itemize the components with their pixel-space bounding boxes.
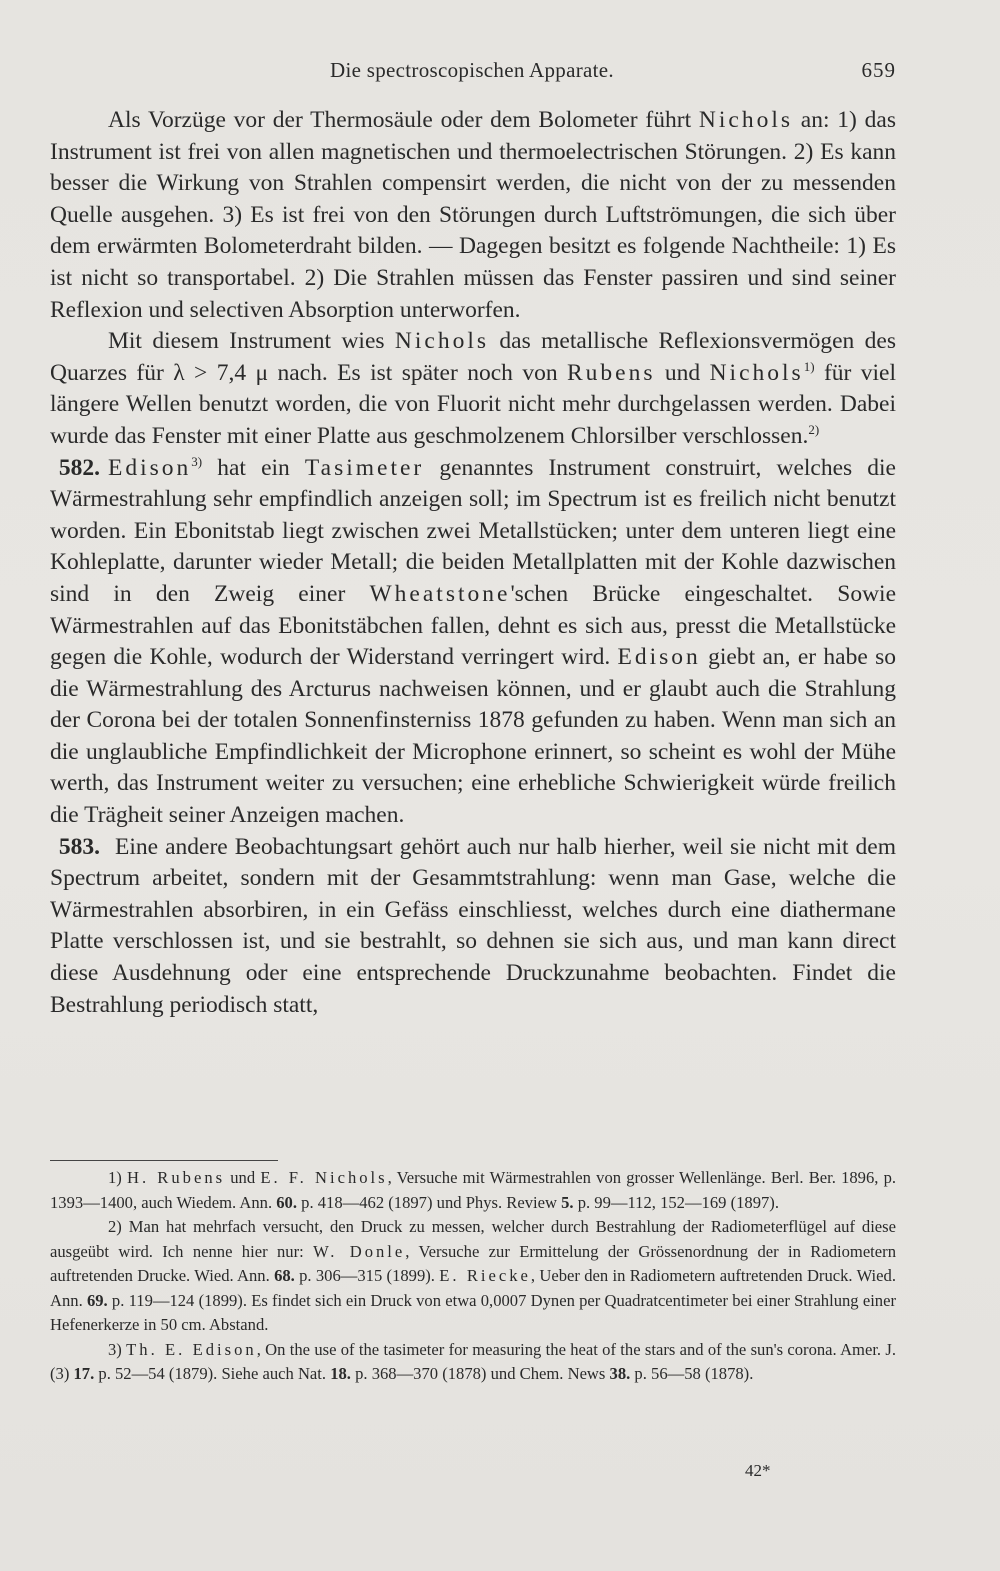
person-name: Rubens <box>566 359 656 386</box>
footnote-mark: 3) <box>108 1339 122 1359</box>
text-run: p. 52—54 (1879). Siehe auch Nat. <box>94 1364 331 1383</box>
text-run: Eine andere Beobachtungsart gehört auch nur halb hierher, weil sie nicht mit dem Spectrum arbeitet, sondern mit der Gesammtstrahlung: wenn man Gase, welche die Wärmestrahlen absorbiren, in ein Gefäss einschliesst, welches durch eine diathermane Platte verschlossen ist, und sie bestrahlt, so dehnen sie sich aus, und man kann direct diese Ausdehnung oder eine entsprechende Druckzunahme beobachten. Findet die Bestrahlung periodisch statt, <box>50 833 896 1018</box>
text-run: p. 418—462 (1897) und Phys. Review <box>297 1192 562 1212</box>
section-number: 583. <box>58 833 100 860</box>
text-run: Als Vorzüge vor der Thermosäule oder dem Bolometer führt <box>108 107 699 133</box>
footnote-separator <box>50 1160 278 1161</box>
footnote-mark: 2) <box>108 1217 122 1236</box>
text-run: und <box>225 1168 261 1187</box>
volume-number: 18. <box>330 1364 351 1383</box>
page-header <box>50 58 896 88</box>
section-583 <box>50 832 896 1022</box>
text-run: Man hat mehrfach versucht, den Druck zu messen, welcher durch Bestrahlung der Radiometerflügel auf diese ausgeübt wird. Ich nenne hier nur: <box>50 1217 896 1261</box>
text-run: p. 368—370 (1878) und Chem. News <box>350 1364 610 1383</box>
instrument-name: Tasimeter <box>304 454 425 481</box>
footnote-2 <box>50 1215 896 1338</box>
footnote-ref: 3) <box>191 453 203 469</box>
text-run: Mit diesem Instrument wies <box>108 328 395 355</box>
person-name: Wheatstone <box>369 580 511 607</box>
volume-number: 69. <box>86 1290 108 1310</box>
author-name: E. Riecke <box>439 1266 531 1285</box>
text-run: und <box>655 359 710 386</box>
section-582 <box>50 453 896 832</box>
text-run: das metallische Reflexionsvermögen des Quarzes für λ > 7,4 μ nach. Es ist später noch von <box>50 328 896 386</box>
volume-number: 68. <box>274 1266 295 1285</box>
text-run: , On the use of the tasimeter for measuring the heat of the stars and of the sun's corona. Amer. J. (3) <box>50 1339 896 1383</box>
person-name: Nichols <box>698 107 793 133</box>
footnote-mark: 1) <box>108 1168 122 1187</box>
text-run: p. 306—315 (1899). <box>294 1266 440 1285</box>
paragraph-nichols-reflexion <box>50 326 896 452</box>
text-run: , Ueber den in Radiometern auftretenden Druck. Wied. Ann. <box>50 1266 896 1310</box>
author-name: E. F. Nichols <box>260 1168 388 1187</box>
author-name: Th. E. Edison <box>126 1339 257 1359</box>
volume-number: 38. <box>609 1364 631 1383</box>
text-run: für viel längere Wellen benutzt worden, die von Fluorit nicht mehr durchgelassen werden. Dabei wurde das Fenster mit einer Platte aus geschmolzenem Chlorsilber verschlossen. <box>50 359 897 449</box>
text-run: p. 119—124 (1899). Es findet sich ein Druck von etwa 0,0007 Dynen per Quadratcentimeter bei einer Strahlung einer Hefenerkerze in 50 cm. Abstand. <box>50 1290 896 1334</box>
section-number: 582. <box>58 454 100 481</box>
text-run: p. 99—112, 152—169 (1897). <box>573 1192 779 1212</box>
text-run: 'schen Brücke eingeschaltet. Sowie Wärmestrahlen auf das Ebonitstäbchen fallen, dehnt es sich aus, presst die Metallstücke gegen die Kohle, wodurch der Widerstand verringert wird. <box>50 580 896 671</box>
author-name: H. Rubens <box>127 1168 226 1187</box>
footnote-ref: 2) <box>808 421 820 437</box>
volume-number: 17. <box>73 1364 95 1383</box>
person-name: Edison <box>108 454 192 481</box>
person-name: Edison <box>617 644 701 671</box>
footnotes <box>50 1166 896 1387</box>
text-run: an: 1) das Instrument ist frei von allen magnetischen und thermoelectrischen Störungen. 2) Es kann besser die Wirkung von Strahlen compensirt werden, die nicht von der zu messenden Quelle ausgehen. 3) Es ist frei von den Störungen durch Luftströmungen, die sich über dem erwärmten Bolometerdraht bilden. — Dagegen besitzt es folgende Nachtheile: 1) Es ist nicht so transportabel. 2) Die Strahlen müssen das Fenster passiren und sind seiner Reflexion und selectiven Absorption unterworfen. <box>50 107 896 323</box>
text-run: genanntes Instrument construirt, welches die Wärmestrahlung sehr empfindlich anzeigen soll; im Spectrum ist es freilich nicht benutzt worden. Ein Ebonitstab liegt zwischen zwei Metallstücken; unter dem unteren liegt eine Kohleplatte, darunter wieder Metall; die beiden Metallplatten mit der Kohle dazwischen sind in den Zweig einer <box>50 454 896 607</box>
text-run: , Versuche zur Ermittelung der Grössenordnung der in Radiometern auftretenden Drucke. Wied. Ann. <box>50 1241 896 1285</box>
text-run: , Versuche mit Wärmestrahlen von grosser Wellenlänge. Berl. Ber. 1896, p. 1393—1400, auch Wiedem. Ann. <box>50 1168 897 1212</box>
main-text <box>50 105 896 1021</box>
footnote-3 <box>50 1338 896 1387</box>
footnote-ref: 1) <box>803 358 815 374</box>
text-run: giebt an, er habe so die Wärmestrahlung des Arcturus nachweisen können, und er glaubt auch die Strahlung der Corona bei der totalen Sonnenfinsterniss 1878 gefunden zu haben. Wenn man sich an die unglaubliche Empfindlichkeit der Microphone erinnert, so scheint es wohl der Mühe werth, das Instrument weiter zu versuchen; eine erhebliche Schwierigkeit würde freilich die Trägheit seiner Anzeigen machen. <box>50 644 896 829</box>
author-name: W. Donle <box>313 1241 406 1261</box>
footnote-1 <box>50 1166 896 1215</box>
signature-mark: 42* <box>745 1461 771 1480</box>
person-name: Nichols <box>394 328 490 355</box>
running-title: Die spectroscopischen Apparate. <box>330 58 614 82</box>
volume-number: 60. <box>276 1192 297 1212</box>
paragraph-nichols-advantages <box>50 105 896 326</box>
text-run: hat ein <box>202 454 305 481</box>
page-number: 659 <box>861 58 896 82</box>
volume-number: 5. <box>561 1192 574 1212</box>
text-run: p. 56—58 (1878). <box>630 1364 754 1383</box>
person-name: Nichols <box>709 359 804 386</box>
